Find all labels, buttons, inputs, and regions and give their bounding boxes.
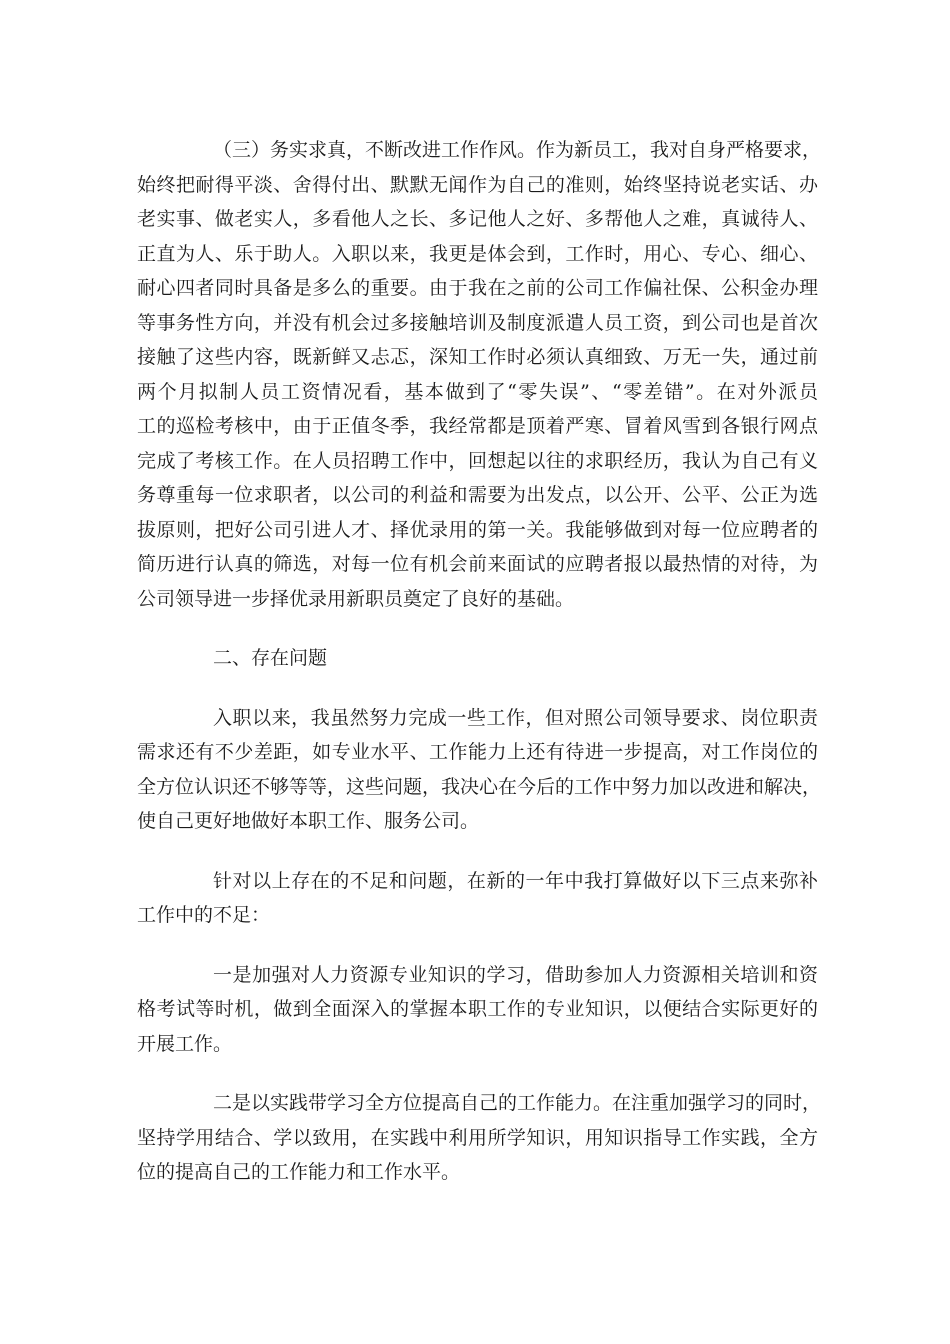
text-line: 公司领导进一步择优录用新职员奠定了良好的基础。: [137, 587, 575, 610]
paragraph: [137, 701, 822, 839]
document-body: [137, 133, 822, 1215]
paragraph: [137, 133, 822, 616]
paragraph: [137, 864, 818, 933]
text-line: 等事务性方向，并没有机会过多接触培训及制度派遣人员工资，到公司也是首次: [137, 311, 818, 334]
text-line: 简历进行认真的筛选，对每一位有机会前来面试的应聘者报以最热情的对待，为: [137, 553, 818, 575]
text-line: 正直为人、乐于助人。入职以来，我更是体会到，工作时，用心、专心、细心、: [137, 242, 818, 265]
text-line: 二、存在问题: [213, 647, 328, 669]
section-heading: [137, 641, 818, 676]
text-line: 耐心四者同时具备是多么的重要。由于我在之前的公司工作偏社保、公积金办理: [137, 277, 818, 299]
text-line: 老实事、做老实人，多看他人之长、多记他人之好、多帮他人之难，真诚待人、: [137, 208, 818, 230]
text-line: （三）务实求真，不断改进工作作风。作为新员工，我对自身严格要求，: [213, 139, 822, 161]
text-line: 务尊重每一位求职者，以公司的利益和需要为出发点，以公开、公平、公正为选: [137, 484, 818, 506]
text-line: 工的巡检考核中，由于正值冬季，我经常都是顶着严寒、冒着风雪到各银行网点: [137, 415, 818, 437]
paragraph: [137, 958, 818, 1062]
text-line: 格考试等时机，做到全面深入的掌握本职工作的专业知识，以便结合实际更好的: [137, 998, 818, 1020]
text-line: 开展工作。: [137, 1032, 233, 1055]
text-line: 坚持学用结合、学以致用，在实践中利用所学知识，用知识指导工作实践，全方: [137, 1126, 818, 1149]
text-line: 针对以上存在的不足和问题，在新的一年中我打算做好以下三点来弥补: [213, 869, 818, 892]
text-line: 位的提高自己的工作能力和工作水平。: [137, 1161, 461, 1183]
text-line: 二是以实践带学习全方位提高自己的工作能力。在注重加强学习的同时，: [213, 1092, 822, 1114]
text-line: 需求还有不少差距，如专业水平、工作能力上还有待进一步提高，对工作岗位的: [137, 741, 818, 763]
text-line: 接触了这些内容，既新鲜又忐忑，深知工作时必须认真细致、万无一失，通过前: [137, 346, 818, 368]
text-line: 入职以来，我虽然努力完成一些工作，但对照公司领导要求、岗位职责: [213, 706, 818, 729]
text-line: 一是加强对人力资源专业知识的学习，借助参加人力资源相关培训和资: [213, 963, 818, 986]
text-line: 拔原则，把好公司引进人才、择优录用的第一关。我能够做到对每一位应聘者的: [137, 518, 818, 541]
text-line: 始终把耐得平淡、舍得付出、默默无闻作为自己的准则，始终坚持说老实话、办: [137, 173, 818, 196]
text-line: 工作中的不足：: [137, 904, 271, 926]
text-line: 全方位认识还不够等等，这些问题，我决心在今后的工作中努力加以改进和解决，: [137, 775, 822, 798]
text-line: 完成了考核工作。在人员招聘工作中，回想起以往的求职经历，我认为自己有义: [137, 449, 818, 472]
text-line: 使自己更好地做好本职工作、服务公司。: [137, 810, 480, 832]
paragraph: [137, 1086, 822, 1190]
text-line: 两个月拟制人员工资情况看，基本做到了“零失误”、“零差错”。在对外派员: [137, 380, 818, 403]
